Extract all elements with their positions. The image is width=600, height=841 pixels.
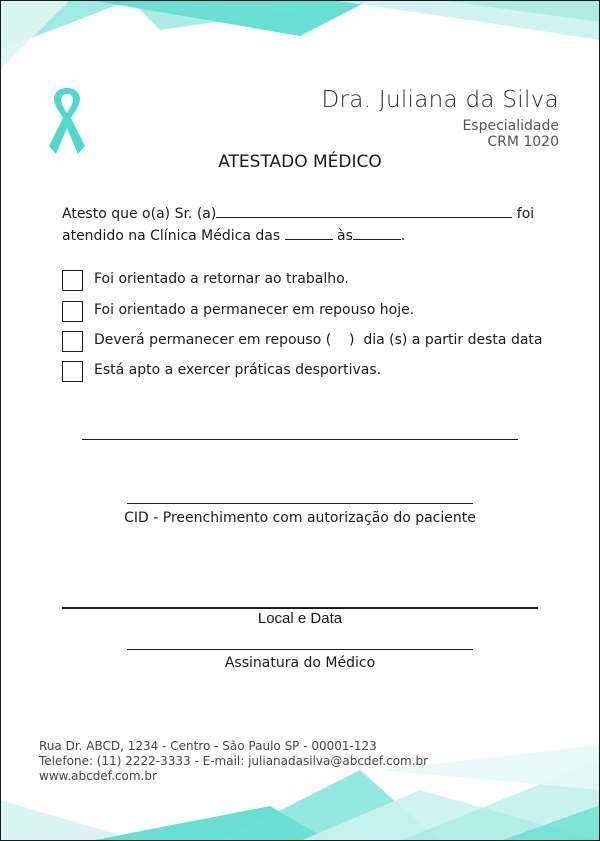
period-text: . <box>400 228 406 244</box>
cid-caption: CID - Preenchimento com autorização do paciente <box>124 510 476 526</box>
option-label: Foi orientado a retornar ao trabalho. <box>94 271 349 287</box>
local-date-line[interactable] <box>62 607 538 609</box>
statement-line-1 <box>62 203 534 222</box>
observation-line[interactable] <box>82 439 518 440</box>
option-checkbox[interactable] <box>62 270 83 291</box>
patient-name-field[interactable] <box>216 203 512 218</box>
statement-line-2 <box>62 225 405 244</box>
start-time-field[interactable] <box>285 225 333 240</box>
option-checkbox[interactable] <box>62 361 83 382</box>
doctor-specialty: Especialidade <box>462 118 559 134</box>
signature-caption: Assinatura do Médico <box>224 655 376 671</box>
option-checkbox[interactable] <box>62 301 83 322</box>
option-label: Foi orientado a permanecer em repouso hoje. <box>94 302 415 318</box>
statement-prefix: Atesto que o(a) Sr. (a) <box>62 206 217 222</box>
doctor-name: Dra. Juliana da Silva <box>321 87 559 113</box>
signature-line[interactable] <box>127 649 473 650</box>
footer-website: www.abcdef.com.br <box>39 769 157 783</box>
statement-suffix: foi <box>516 206 535 222</box>
footer-contact: Telefone: (11) 2222-3333 - E-mail: julianadasilva@abcdef.com.br <box>39 754 429 768</box>
footer-address: Rua Dr. ABCD, 1234 - Centro - São Paulo SP - 00001-123 <box>39 739 377 753</box>
option-label: Deverá permanecer em repouso ( ) dia (s) a partir desta data <box>94 332 543 348</box>
end-time-field[interactable] <box>353 225 401 240</box>
option-label: Está apto a exercer práticas desportivas. <box>94 362 382 378</box>
doctor-crm: CRM 1020 <box>487 134 559 150</box>
document-title: ATESTADO MÉDICO <box>218 152 382 172</box>
at-text: às <box>337 228 353 244</box>
option-checkbox[interactable] <box>62 331 83 352</box>
local-date-caption: Local e Data <box>257 610 343 627</box>
clinic-text: atendido na Clínica Médica das <box>62 228 281 244</box>
cid-line[interactable] <box>127 503 473 504</box>
awareness-ribbon-icon <box>44 84 90 158</box>
